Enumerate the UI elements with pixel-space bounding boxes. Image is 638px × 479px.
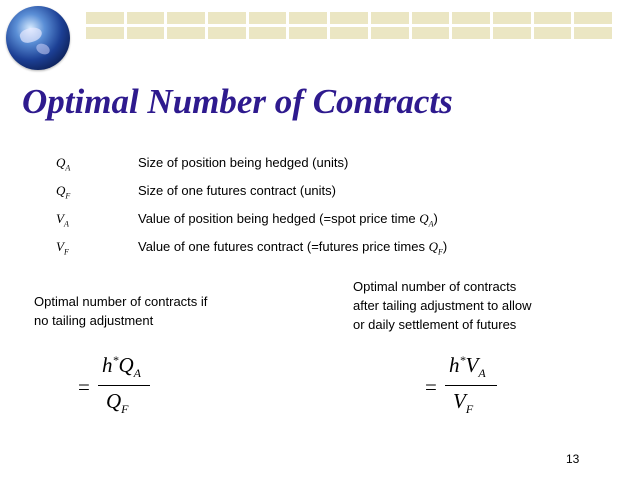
fraction-bar — [98, 385, 150, 386]
header-band-top — [86, 12, 612, 24]
definition-text-va: Value of position being hedged (=spot price time $Q_A$) — [138, 211, 438, 229]
header-band-bottom — [86, 27, 612, 39]
page-number: 13 — [566, 452, 580, 466]
equals-sign: = — [425, 375, 437, 399]
symbol-qa: $Q_A$ — [56, 155, 71, 173]
left-caption — [34, 292, 207, 330]
formula-denominator: $V_F$ — [453, 389, 474, 417]
formula-no-tailing — [78, 353, 168, 423]
globe-icon — [6, 6, 70, 70]
equals-sign: = — [78, 375, 90, 399]
right-caption — [353, 277, 531, 334]
definition-text-vf: Value of one futures contract (=futures price times $Q_F$) — [138, 239, 448, 257]
definition-text-qa: Size of position being hedged (units) — [138, 155, 349, 170]
symbol-va: $V_A$ — [56, 211, 69, 229]
definition-text-qf: Size of one futures contract (units) — [138, 183, 336, 198]
formula-tailing — [425, 353, 515, 423]
symbol-qf: $Q_F$ — [56, 183, 71, 201]
right-caption-line-2: after tailing adjustment to allow — [353, 298, 532, 313]
left-caption-line-2: no tailing adjustment — [34, 313, 154, 328]
left-caption-line-1: Optimal number of contracts if — [34, 294, 208, 309]
right-caption-line-3: or daily settlement of futures — [353, 317, 517, 332]
formula-denominator: $Q_F$ — [106, 389, 129, 417]
symbol-vf: $V_F$ — [56, 239, 69, 257]
formula-numerator: $h^*V_A$ — [449, 353, 486, 381]
right-caption-line-1: Optimal number of contracts — [353, 279, 517, 294]
formula-numerator: $h^*Q_A$ — [102, 353, 142, 381]
slide-title: Optimal Number of Contracts — [22, 82, 453, 121]
fraction-bar — [445, 385, 497, 386]
